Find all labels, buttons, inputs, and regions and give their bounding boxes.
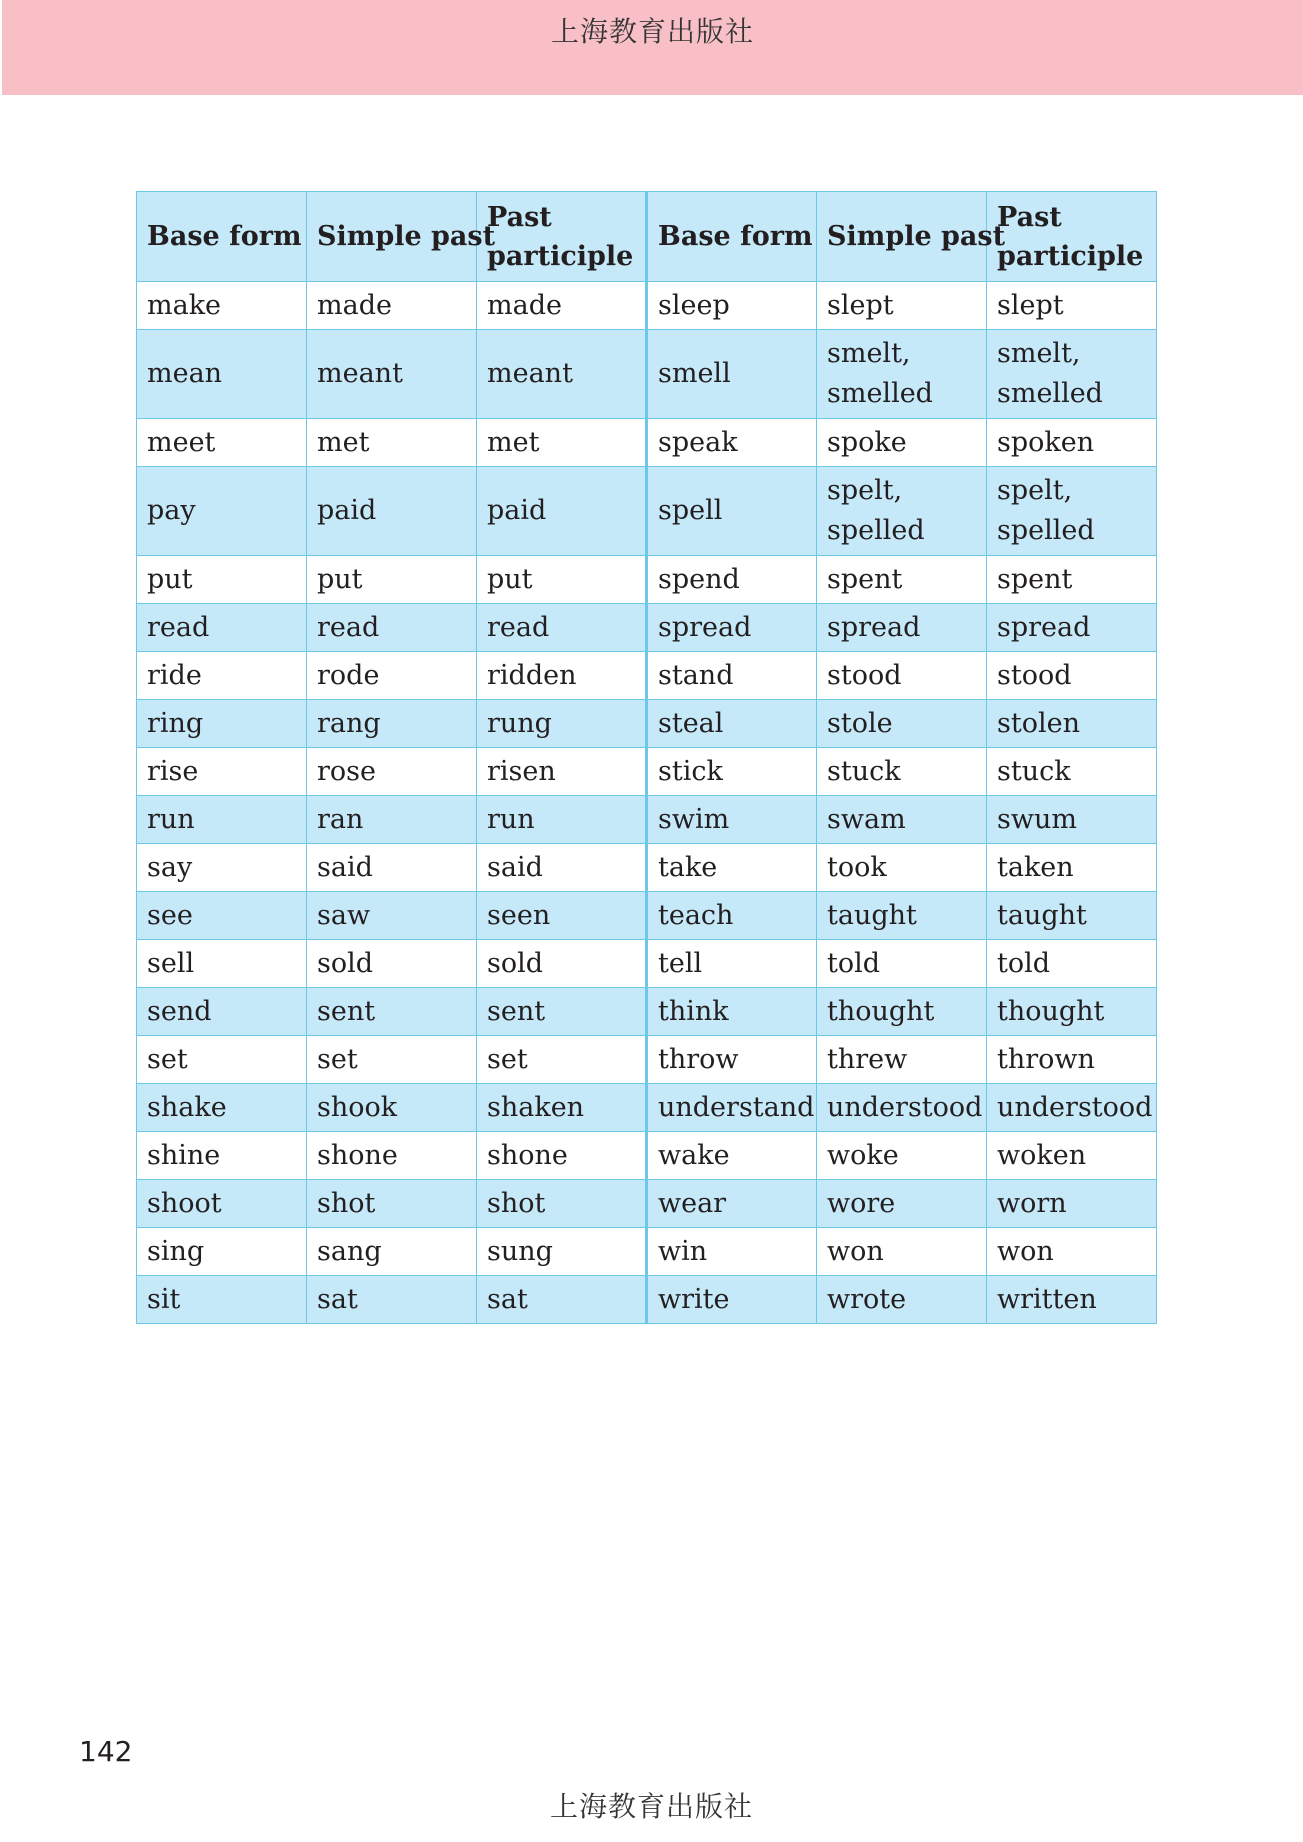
column-header: Base form (647, 192, 817, 282)
table-body (137, 282, 1157, 1324)
table-cell: shook (307, 1084, 477, 1132)
table-cell: spent (817, 556, 987, 604)
table-cell: stood (987, 652, 1157, 700)
table-cell: shot (307, 1180, 477, 1228)
table-cell: spread (817, 604, 987, 652)
table-cell: taken (987, 844, 1157, 892)
table-cell: told (987, 940, 1157, 988)
table-cell: make (137, 282, 307, 330)
table-row (137, 419, 1157, 467)
table-cell: shine (137, 1132, 307, 1180)
table-cell: taught (817, 892, 987, 940)
table-cell: tell (647, 940, 817, 988)
table-cell: take (647, 844, 817, 892)
table-cell: paid (477, 467, 647, 556)
table-cell: put (137, 556, 307, 604)
table-cell: shot (477, 1180, 647, 1228)
table-row (137, 1276, 1157, 1324)
table-cell: sat (307, 1276, 477, 1324)
table-cell: won (817, 1228, 987, 1276)
table-cell: told (817, 940, 987, 988)
table-cell: spell (647, 467, 817, 556)
table-cell: wear (647, 1180, 817, 1228)
table-row (137, 467, 1157, 556)
table-cell: understand (647, 1084, 817, 1132)
table-cell: steal (647, 700, 817, 748)
table-cell: written (987, 1276, 1157, 1324)
table-cell: thought (817, 988, 987, 1036)
table-cell: ring (137, 700, 307, 748)
table-cell: stole (817, 700, 987, 748)
table-cell: smell (647, 330, 817, 419)
table-cell: see (137, 892, 307, 940)
table-row (137, 940, 1157, 988)
table-cell: pay (137, 467, 307, 556)
table-cell: spoke (817, 419, 987, 467)
table-header-row (137, 192, 1157, 282)
table-cell: slept (987, 282, 1157, 330)
irregular-verbs-table (136, 191, 1157, 1324)
table-cell: read (307, 604, 477, 652)
table-cell: send (137, 988, 307, 1036)
table-row (137, 748, 1157, 796)
table-row (137, 1228, 1157, 1276)
table-cell: swim (647, 796, 817, 844)
table-cell: worn (987, 1180, 1157, 1228)
table-cell: rung (477, 700, 647, 748)
table-cell: stuck (987, 748, 1157, 796)
table-row (137, 1132, 1157, 1180)
table-cell: spread (647, 604, 817, 652)
table-cell: stolen (987, 700, 1157, 748)
table-cell: threw (817, 1036, 987, 1084)
page-number: 142 (79, 1735, 133, 1768)
table-cell: risen (477, 748, 647, 796)
table-cell: met (307, 419, 477, 467)
table-cell: wore (817, 1180, 987, 1228)
table-cell: sung (477, 1228, 647, 1276)
table-cell: said (307, 844, 477, 892)
table-cell: smelt, smelled (817, 330, 987, 419)
table-cell: mean (137, 330, 307, 419)
table-cell: sold (307, 940, 477, 988)
table-cell: wake (647, 1132, 817, 1180)
table-cell: met (477, 419, 647, 467)
table-cell: throw (647, 1036, 817, 1084)
table-cell: shone (307, 1132, 477, 1180)
table-cell: spelt, spelled (987, 467, 1157, 556)
table-cell: teach (647, 892, 817, 940)
table-row (137, 700, 1157, 748)
table-cell: taught (987, 892, 1157, 940)
table-cell: put (477, 556, 647, 604)
table-cell: say (137, 844, 307, 892)
table-cell: set (137, 1036, 307, 1084)
column-header: Past participle (987, 192, 1157, 282)
table-row (137, 1180, 1157, 1228)
table-cell: thrown (987, 1036, 1157, 1084)
table-cell: sent (477, 988, 647, 1036)
table-cell: swum (987, 796, 1157, 844)
top-banner (2, 0, 1303, 95)
table-row (137, 988, 1157, 1036)
table-cell: spend (647, 556, 817, 604)
table-cell: sleep (647, 282, 817, 330)
table-cell: sit (137, 1276, 307, 1324)
table-cell: ride (137, 652, 307, 700)
table-cell: write (647, 1276, 817, 1324)
table-cell: meet (137, 419, 307, 467)
table-cell: paid (307, 467, 477, 556)
table-cell: set (477, 1036, 647, 1084)
table-cell: run (137, 796, 307, 844)
table-cell: won (987, 1228, 1157, 1276)
table-cell: smelt, smelled (987, 330, 1157, 419)
column-header: Simple past (307, 192, 477, 282)
table-cell: sing (137, 1228, 307, 1276)
table-row (137, 844, 1157, 892)
table-cell: run (477, 796, 647, 844)
table-cell: stood (817, 652, 987, 700)
table-cell: sat (477, 1276, 647, 1324)
table-cell: shoot (137, 1180, 307, 1228)
table-cell: rang (307, 700, 477, 748)
column-header: Simple past (817, 192, 987, 282)
table-row (137, 330, 1157, 419)
table-cell: spread (987, 604, 1157, 652)
table-cell: sent (307, 988, 477, 1036)
table-cell: think (647, 988, 817, 1036)
table-cell: sold (477, 940, 647, 988)
table-cell: understood (817, 1084, 987, 1132)
table-cell: stick (647, 748, 817, 796)
table-cell: speak (647, 419, 817, 467)
table-row (137, 1036, 1157, 1084)
table-row (137, 1084, 1157, 1132)
table-cell: read (137, 604, 307, 652)
table-row (137, 282, 1157, 330)
table-cell: put (307, 556, 477, 604)
table-cell: made (477, 282, 647, 330)
table-cell: stand (647, 652, 817, 700)
table-cell: set (307, 1036, 477, 1084)
table-row (137, 556, 1157, 604)
table-cell: ridden (477, 652, 647, 700)
column-header: Base form (137, 192, 307, 282)
table-cell: took (817, 844, 987, 892)
table-cell: swam (817, 796, 987, 844)
table-cell: woken (987, 1132, 1157, 1180)
table-cell: made (307, 282, 477, 330)
table-row (137, 892, 1157, 940)
table-cell: spelt, spelled (817, 467, 987, 556)
column-header: Past participle (477, 192, 647, 282)
table-cell: saw (307, 892, 477, 940)
table-cell: ran (307, 796, 477, 844)
table-cell: wrote (817, 1276, 987, 1324)
table-cell: spoken (987, 419, 1157, 467)
table-cell: rise (137, 748, 307, 796)
table-cell: shaken (477, 1084, 647, 1132)
table-cell: seen (477, 892, 647, 940)
table-cell: slept (817, 282, 987, 330)
table-cell: sell (137, 940, 307, 988)
table-cell: shake (137, 1084, 307, 1132)
table-cell: woke (817, 1132, 987, 1180)
table-row (137, 652, 1157, 700)
table-cell: rose (307, 748, 477, 796)
table-cell: win (647, 1228, 817, 1276)
table-cell: thought (987, 988, 1157, 1036)
footer-publisher: 上海教育出版社 (549, 1790, 753, 1823)
table-cell: shone (477, 1132, 647, 1180)
table-cell: rode (307, 652, 477, 700)
table-row (137, 604, 1157, 652)
table-cell: said (477, 844, 647, 892)
table-cell: understood (987, 1084, 1157, 1132)
table-row (137, 796, 1157, 844)
table-cell: sang (307, 1228, 477, 1276)
table-cell: meant (307, 330, 477, 419)
table-cell: meant (477, 330, 647, 419)
table-cell: spent (987, 556, 1157, 604)
table-cell: read (477, 604, 647, 652)
header-publisher: 上海教育出版社 (550, 15, 754, 48)
table-cell: stuck (817, 748, 987, 796)
